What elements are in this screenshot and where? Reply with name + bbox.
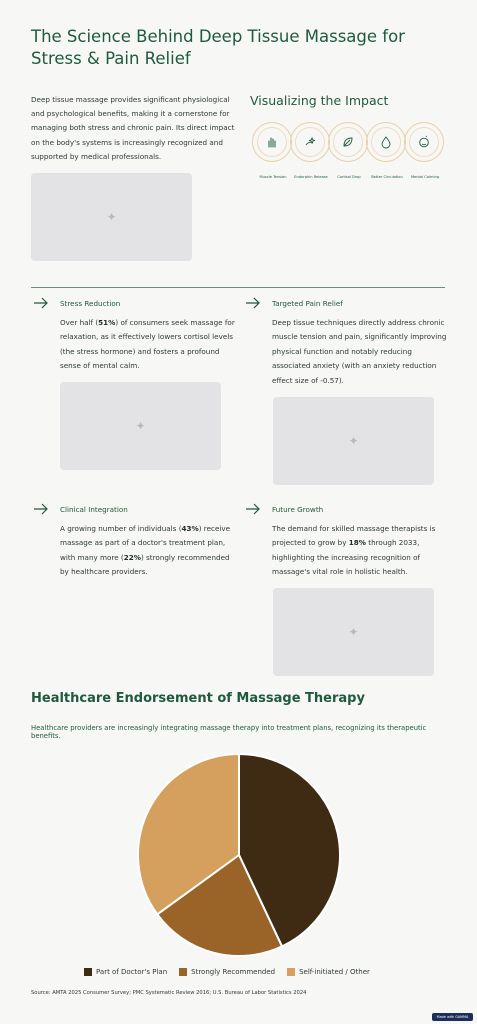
image-placeholder-intro xyxy=(31,173,192,261)
impact-icon-row xyxy=(252,122,447,182)
feature-clinical-integration xyxy=(60,505,240,580)
feature-body: Deep tissue techniques directly address chronic muscle tension and pain, significantly improving physical function and notably reducing associated anxiety (with an anxiety reduction effect size of -0.57). xyxy=(272,318,447,385)
impact-item xyxy=(404,122,448,179)
sparkle-icon: ✦ xyxy=(106,210,117,224)
healthcare-title: Healthcare Endorsement of Massage Therapy xyxy=(31,691,365,706)
legend-item xyxy=(84,968,167,976)
arrow-right-icon xyxy=(245,297,261,309)
intro-paragraph: Deep tissue massage provides significant physiological and psychological benefits, making it a cornerstone for managing both stress and chronic pain. Its direct impact on the body's systems is increasingly recognized and supported by medical professionals. xyxy=(31,95,235,161)
impact-label: Endorphin Release xyxy=(294,175,328,179)
chart-legend xyxy=(84,968,370,976)
image-placeholder-pain xyxy=(273,397,434,485)
legend-item xyxy=(179,968,275,976)
legend-swatch xyxy=(84,968,92,976)
feature-title: Targeted Pain Relief xyxy=(272,299,343,308)
impact-label: Cortisol Drop xyxy=(337,175,361,179)
arrow-right-icon xyxy=(33,297,49,309)
feature-body: The demand for skilled massage therapists is projected to grow by 18% through 2033, highlighting the increasing recognition of massage's vital role in holistic health. xyxy=(272,524,436,577)
drop-icon xyxy=(366,122,406,162)
feature-pain-relief xyxy=(272,299,452,388)
feature-title: Clinical Integration xyxy=(60,505,128,514)
feature-stress-reduction xyxy=(60,299,240,374)
feature-body: Over half (51%) of consumers seek massage for relaxation, as it effectively lowers cortisol levels (the stress hormone) and fosters a profound sense of mental calm. xyxy=(60,318,235,371)
feature-body: A growing number of individuals (43%) receive massage as part of a doctor's treatment plan, with many more (22%) strongly recommended by healthcare providers. xyxy=(60,524,231,577)
impact-title: Visualizing the Impact xyxy=(250,93,389,108)
sparkle-icon: ✦ xyxy=(348,625,359,639)
section-divider xyxy=(31,287,445,288)
legend-label: Part of Doctor's Plan xyxy=(96,968,168,976)
face-icon xyxy=(404,122,444,162)
made-with-badge[interactable]: Made with GAMMA xyxy=(432,1013,473,1021)
arrow-right-icon xyxy=(245,503,261,515)
leaf-icon xyxy=(328,122,368,162)
arrow-right-icon xyxy=(33,503,49,515)
legend-swatch xyxy=(287,968,295,976)
sparkle-hand-icon xyxy=(290,122,330,162)
feature-title: Stress Reduction xyxy=(60,299,121,308)
legend-swatch xyxy=(179,968,187,976)
legend-label: Self-initiated / Other xyxy=(299,968,370,976)
feature-title: Future Growth xyxy=(272,505,324,514)
sparkle-icon: ✦ xyxy=(135,419,146,433)
sparkle-icon: ✦ xyxy=(348,434,359,448)
legend-item xyxy=(287,968,370,976)
pie-chart-svg xyxy=(136,752,342,958)
feature-future-growth xyxy=(272,505,452,580)
impact-label: Muscle Tension xyxy=(259,175,287,179)
impact-label: Mental Calming xyxy=(410,175,440,179)
image-placeholder-growth xyxy=(273,588,434,676)
healthcare-description: Healthcare providers are increasingly integrating massage therapy into treatment plans, recognizing its therapeutic benefits. xyxy=(31,724,427,740)
legend-label: Strongly Recommended xyxy=(191,968,276,976)
impact-label: Better Circulation xyxy=(371,175,403,179)
source-citation: Source: AMTA 2025 Consumer Survey; PMC Systematic Review 2016; U.S. Bureau of Labor Statistics 2024 xyxy=(31,990,307,996)
hand-icon xyxy=(252,122,292,162)
pie-chart xyxy=(136,752,342,958)
image-placeholder-stress xyxy=(60,382,221,470)
page-title: The Science Behind Deep Tissue Massage for Stress & Pain Relief xyxy=(31,27,405,68)
